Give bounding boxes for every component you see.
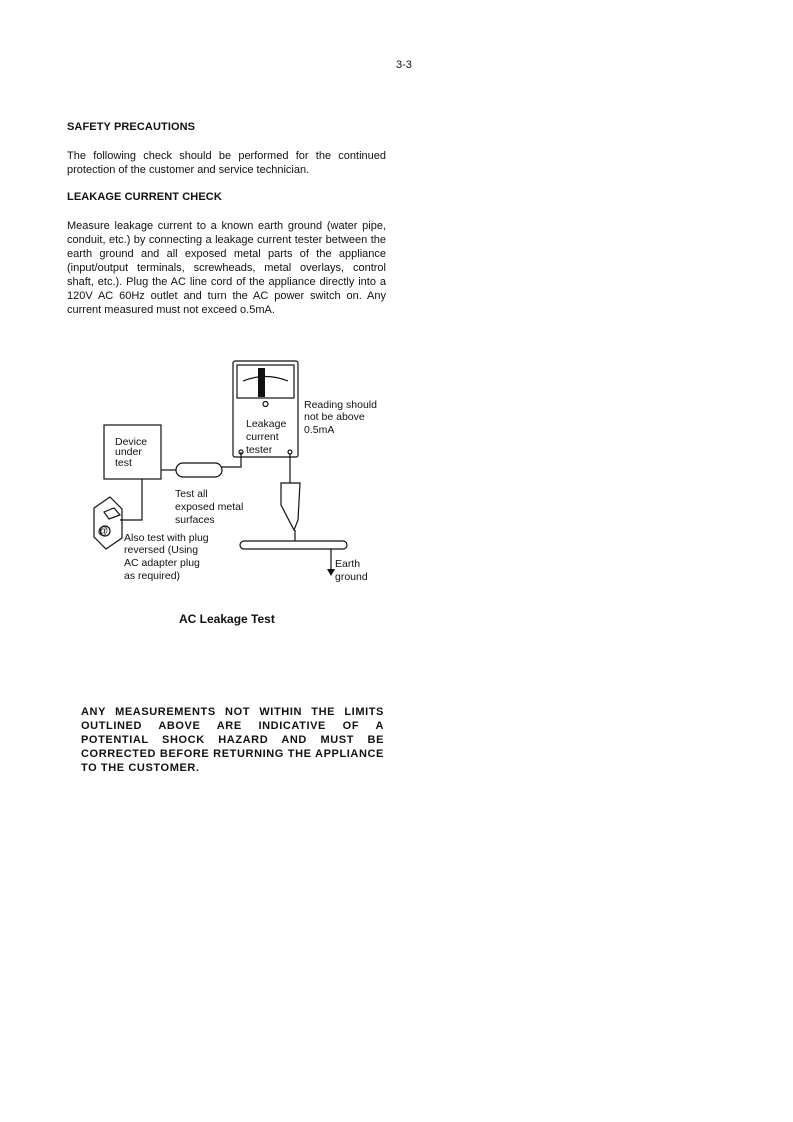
meter-needle (258, 368, 265, 397)
test-probe (176, 463, 222, 477)
test-all-label-line-3: surfaces (175, 514, 215, 526)
diagram-caption: AC Leakage Test (179, 612, 275, 626)
leakage-instructions-paragraph: Measure leakage current to a known earth ground (water pipe, conduit, etc.) by connecting a leakage current tester between the earth ground and all exposed metal parts of the appliance (input/output terminals, screwheads, metal overlays, control shaft, etc.). Plug the AC line cord of the appliance directly into a 120V AC 60Hz outlet and turn the AC power switch on. Any current measured must not exceed o.5mA. (67, 220, 386, 316)
safety-precautions-heading: SAFETY PRECAUTIONS (67, 121, 196, 133)
leakage-current-check-heading: LEAKAGE CURRENT CHECK (67, 191, 222, 203)
earth-ground-arrow (327, 569, 335, 576)
device-under-test-box (104, 425, 161, 479)
plug-note-line-3: AC adapter plug (124, 557, 200, 569)
earth-label-line-2: ground (335, 571, 368, 583)
safety-intro-paragraph: The following check should be performed for the continued protection of the customer and service technician. (67, 150, 386, 176)
meter-scale-arc (243, 377, 288, 382)
power-cord (120, 479, 142, 520)
tester-lead-left (222, 452, 241, 467)
tester-label-line-1: Leakage (246, 418, 287, 430)
page-number: 3-3 (396, 59, 412, 71)
tester-label-line-3: tester (246, 444, 273, 456)
device-label-line-1: Device (115, 436, 148, 448)
reading-note-line-1: Reading should (304, 399, 377, 411)
plug (104, 508, 120, 519)
reading-note-line-3: 0.5mA (304, 424, 335, 436)
outlet-socket (97, 525, 110, 537)
leakage-tester-body (233, 361, 298, 457)
earth-ground-bar (240, 541, 347, 549)
plug-note-line-1: Also test with plug (124, 532, 209, 544)
outlet-socket-glyph: @ (97, 525, 109, 537)
ground-clamp (281, 483, 300, 530)
test-all-label-line-1: Test all (175, 488, 208, 500)
meter-window (237, 365, 294, 398)
reading-note-line-2: not be above (304, 411, 365, 423)
test-all-label-line-2: exposed metal (175, 501, 244, 513)
wall-outlet (94, 497, 122, 549)
shock-hazard-warning: ANY MEASUREMENTS NOT WITHIN THE LIMITS OUTLINED ABOVE ARE INDICATIVE OF A POTENTIAL SHOCK HAZARD AND MUST BE CORRECTED BEFORE RETURNING THE APPLIANCE TO THE CUSTOMER. (81, 706, 384, 774)
meter-pivot (263, 402, 268, 407)
earth-label-line-1: Earth (335, 558, 361, 570)
tester-terminal-right (288, 450, 292, 454)
plug-note-line-2: reversed (Using (124, 544, 199, 556)
tester-terminal-left (239, 450, 243, 454)
tester-label-line-2: current (246, 431, 279, 443)
plug-note-line-4: as required) (124, 570, 181, 582)
device-label-line-2: under (115, 446, 142, 458)
device-label-line-3: test (115, 457, 132, 469)
